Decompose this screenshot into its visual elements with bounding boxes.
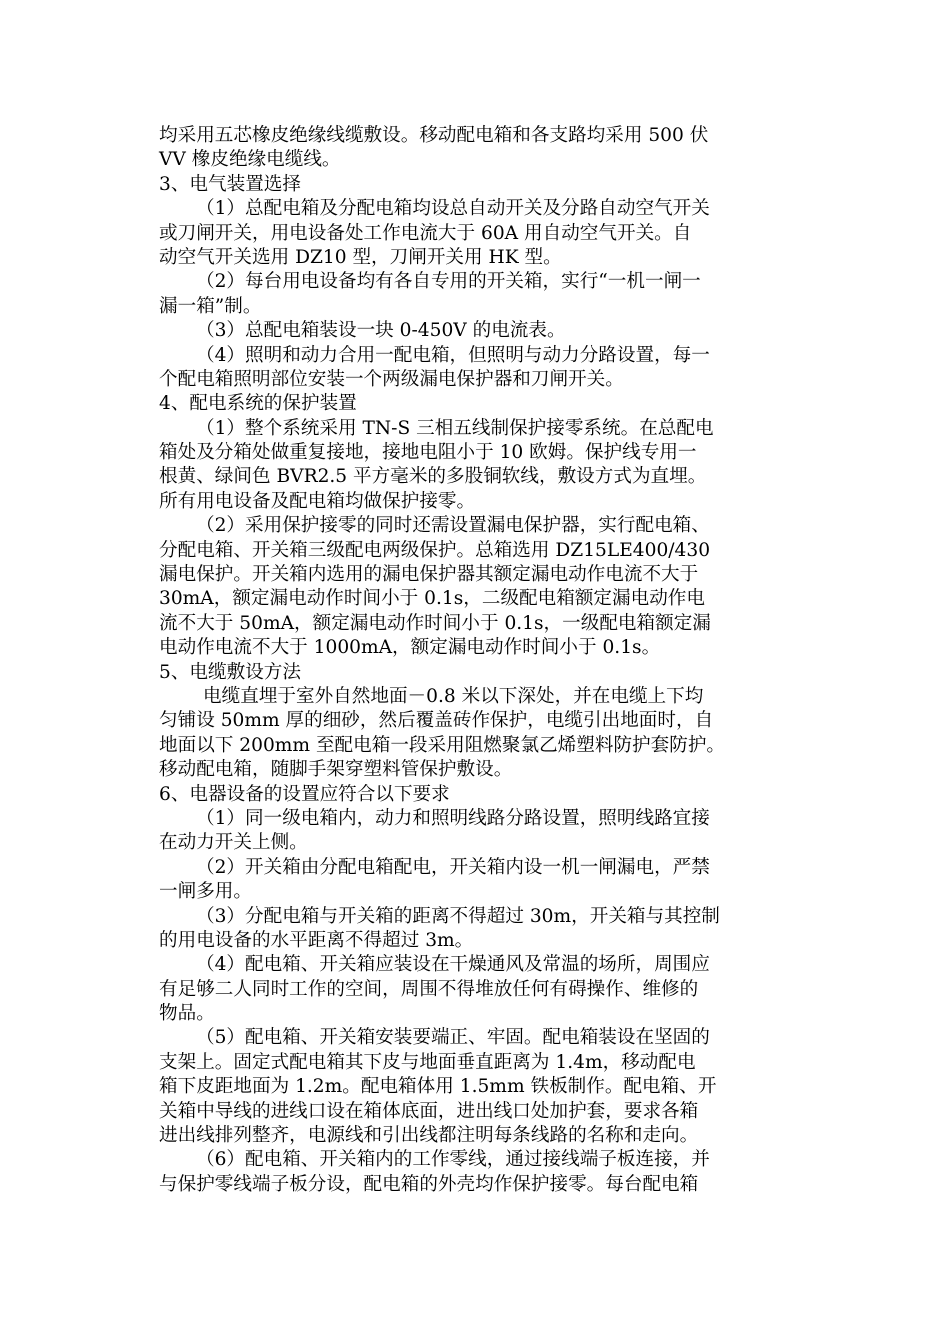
text-line: 有足够二人同时工作的空间，周围不得堆放任何有碍操作、维修的 <box>159 978 699 1000</box>
text-line: （1）总配电箱及分配电箱均设总自动开关及分路自动空气开关 <box>196 198 710 220</box>
text-line: 5、电缆敷设方法 <box>159 661 301 683</box>
text-line: 4、配电系统的保护装置 <box>159 393 357 415</box>
text-line: （3）总配电箱装设一块 0-450V 的电流表。 <box>196 320 566 342</box>
text-line: 所有用电设备及配电箱均做保护接零。 <box>159 490 476 512</box>
text-line: （2）每台用电设备均有各自专用的开关箱，实行“一机一闸一 <box>196 271 701 293</box>
text-line: 3、电气装置选择 <box>159 173 301 195</box>
text-line: 进出线排列整齐，电源线和引出线都注明每条线路的名称和走向。 <box>159 1125 699 1147</box>
text-line: 一闸多用。 <box>159 881 252 903</box>
text-line: 的用电设备的水平距离不得超过 3m。 <box>159 929 474 951</box>
text-line: 漏电保护。开关箱内选用的漏电保护器其额定漏电动作电流不大于 <box>159 564 699 586</box>
text-line: 在动力开关上侧。 <box>159 832 308 854</box>
text-line: 30mA，额定漏电动作时间小于 0.1s，二级配电箱额定漏电动作电 <box>159 588 705 610</box>
text-line: （3）分配电箱与开关箱的距离不得超过 30m，开关箱与其控制 <box>196 905 720 927</box>
text-line: （2）开关箱由分配电箱配电，开关箱内设一机一闸漏电，严禁 <box>196 856 710 878</box>
text-line: 或刀闸开关，用电设备处工作电流大于 60A 用自动空气开关。自 <box>159 222 692 244</box>
text-line: 电缆直埋于室外自然地面－0.8 米以下深处，并在电缆上下均 <box>203 685 704 707</box>
document-body <box>159 124 819 1197</box>
text-line: 物品。 <box>159 1003 215 1025</box>
text-line: 支架上。固定式配电箱其下皮与地面垂直距离为 1.4m，移动配电 <box>159 1051 696 1073</box>
text-line: 箱处及分箱处做重复接地，接地电阻小于 10 欧姆。保护线专用一 <box>159 442 697 464</box>
text-line: 流不大于 50mA，额定漏电动作时间小于 0.1s，一级配电箱额定漏 <box>159 612 711 634</box>
text-line: （6）配电箱、开关箱内的工作零线，通过接线端子板连接，并 <box>196 1149 710 1171</box>
text-line: 关箱中导线的进线口设在箱体底面，进出线口处加护套，要求各箱 <box>159 1100 699 1122</box>
text-line: （2）采用保护接零的同时还需设置漏电保护器，实行配电箱、 <box>196 515 710 537</box>
text-line: 漏一箱”制。 <box>159 295 262 317</box>
text-line: （5）配电箱、开关箱安装要端正、牢固。配电箱装设在坚固的 <box>196 1027 710 1049</box>
text-line: 动空气开关选用 DZ10 型，刀闸开关用 HK 型。 <box>159 246 562 268</box>
text-line: 地面以下 200mm 至配电箱一段采用阻燃聚氯乙烯塑料防护套防护。 <box>159 734 726 756</box>
text-line: 移动配电箱，随脚手架穿塑料管保护敷设。 <box>159 759 513 781</box>
text-line: 根黄、绿间色 BVR2.5 平方毫米的多股铜软线，敷设方式为直埋。 <box>159 466 707 488</box>
text-line: 个配电箱照明部位安装一个两级漏电保护器和刀闸开关。 <box>159 368 624 390</box>
text-line: 电动作电流不大于 1000mA，额定漏电动作时间小于 0.1s。 <box>159 637 661 659</box>
text-line: VV 橡皮绝缘电缆线。 <box>159 149 341 171</box>
text-line: （1）整个系统采用 TN-S 三相五线制保护接零系统。在总配电 <box>196 417 714 439</box>
text-line: 6、电器设备的设置应符合以下要求 <box>159 783 450 805</box>
text-line: 与保护零线端子板分设，配电箱的外壳均作保护接零。每台配电箱 <box>159 1173 699 1195</box>
text-line: （4）照明和动力合用一配电箱，但照明与动力分路设置，每一 <box>196 344 710 366</box>
text-line: （1）同一级电箱内，动力和照明线路分路设置，照明线路宜接 <box>196 807 710 829</box>
text-line: （4）配电箱、开关箱应装设在干燥通风及常温的场所，周围应 <box>196 954 710 976</box>
text-line: 分配电箱、开关箱三级配电两级保护。总箱选用 DZ15LE400/430 <box>159 539 711 561</box>
text-line: 箱下皮距地面为 1.2m。配电箱体用 1.5mm 铁板制作。配电箱、开 <box>159 1076 717 1098</box>
text-line: 均采用五芯橡皮绝缘线缆敷设。移动配电箱和各支路均采用 500 伏 <box>159 125 709 146</box>
text-line: 匀铺设 50mm 厚的细砂，然后覆盖砖作保护，电缆引出地面时，自 <box>159 710 714 732</box>
